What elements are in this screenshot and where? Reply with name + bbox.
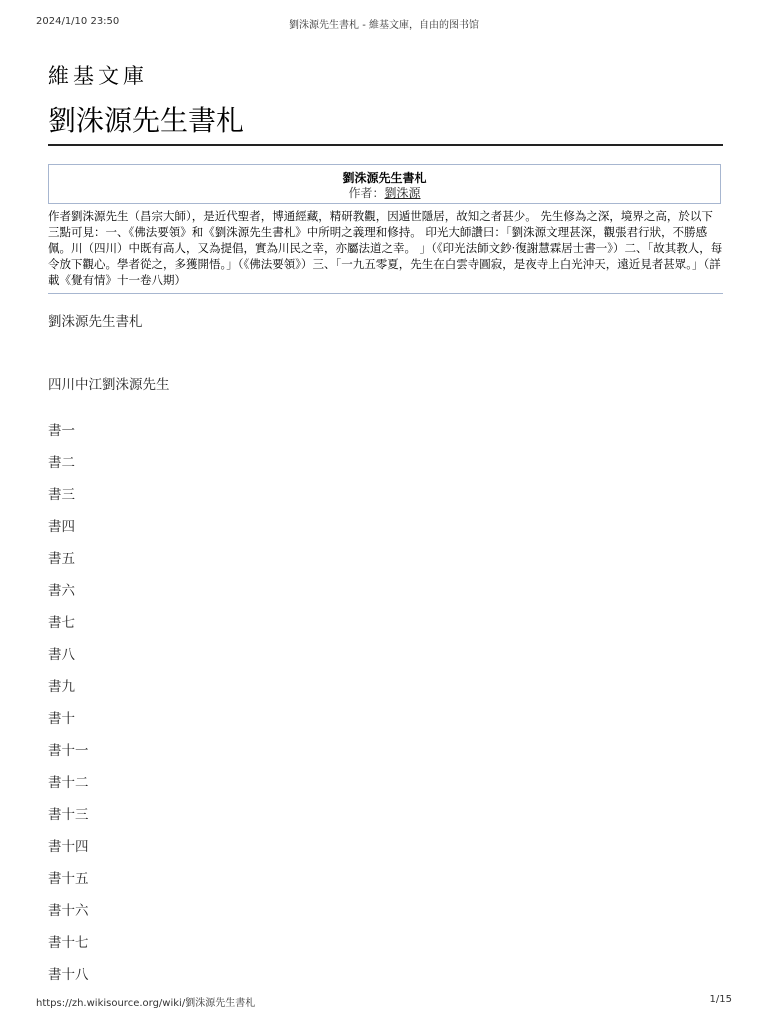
author-link[interactable]: 劉洙源 (384, 186, 421, 200)
print-timestamp: 2024/1/10 23:50 (36, 16, 120, 27)
print-footer (0, 994, 768, 1010)
author-origin: 四川中江劉洙源先生 (48, 377, 170, 393)
section-subtitle: 劉洙源先生書札 (48, 314, 143, 330)
work-title: 劉洙源先生書札 (342, 171, 427, 185)
site-logo[interactable]: 維基文庫 (48, 64, 148, 88)
author-line (49, 186, 720, 201)
list-item: 書十一 (48, 743, 89, 759)
list-item: 書十二 (48, 775, 89, 791)
header-notes: 作者劉洙源先生（昌宗大師），是近代聖者，博通經藏，精研教觀，因遁世隱居，故知之者甚少。 先生修為之深，境界之高，於以下三點可見：一、《佛法要領》和《劉洙源先生書札》中所明之義理和修持。 印光大師讚曰：「劉洙源文理甚深，觀張君行狀，不勝感佩。川（四川）中既有高人，又為提倡，實為川民之幸，亦屬法道之幸。 」（《印光法師文鈔·復謝慧霖居士書一》）二、「故其教人，每令放下觀心。學者從之，多獲開悟。」（《佛法要領》）三、「一九五零夏，先生在白雲寺圓寂，是夜寺上白光沖天，遠近見者甚眾。」（詳載《覺有情》十一卷八期） (48, 208, 723, 294)
list-item: 書二 (48, 455, 75, 471)
list-item: 書六 (48, 583, 75, 599)
title-divider (48, 144, 723, 146)
list-item: 書八 (48, 647, 75, 663)
list-item: 書十五 (48, 871, 89, 887)
list-item: 書七 (48, 615, 75, 631)
list-item: 書十六 (48, 903, 89, 919)
work-header-box (48, 164, 721, 204)
page-title: 劉洙源先生書札 (48, 104, 245, 137)
list-item: 書四 (48, 519, 75, 535)
page-url: https://zh.wikisource.org/wiki/劉洙源先生書札 (36, 998, 256, 1009)
list-item: 書十四 (48, 839, 89, 855)
page-indicator: 1/15 (709, 994, 732, 1005)
author-label: 作者： (348, 186, 385, 200)
list-item: 書五 (48, 551, 75, 567)
list-item: 書十三 (48, 807, 89, 823)
list-item: 書一 (48, 423, 75, 439)
list-item: 書十七 (48, 935, 89, 951)
list-item: 書十 (48, 711, 75, 727)
letter-list (48, 422, 89, 998)
list-item: 書九 (48, 679, 75, 695)
list-item: 書十八 (48, 967, 89, 983)
list-item: 書三 (48, 487, 75, 503)
print-page-title: 劉洙源先生書札 - 維基文庫，自由的图书馆 (289, 20, 479, 31)
print-header (0, 16, 768, 32)
